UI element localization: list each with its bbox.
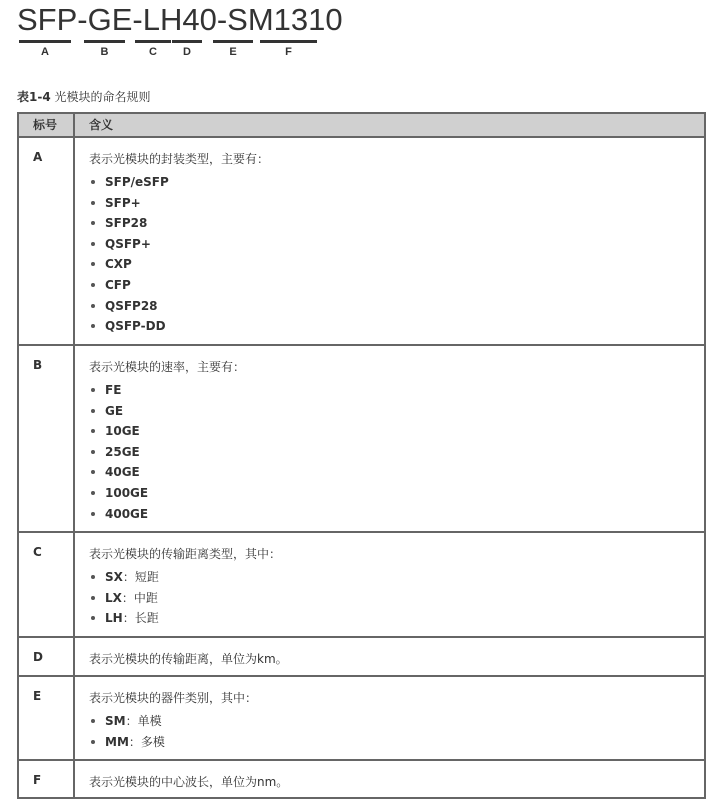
table-row: [18, 532, 705, 637]
row-description: [74, 760, 705, 798]
option-key: CXP: [105, 257, 132, 272]
option-value: ：单模: [125, 714, 162, 728]
option-item: [89, 608, 704, 629]
table-number: 表1-4: [17, 90, 51, 104]
option-item: [89, 275, 704, 296]
option-item: [89, 296, 704, 317]
option-item: [89, 462, 704, 483]
option-key: GE: [105, 403, 124, 418]
table-header-row: [18, 113, 705, 137]
segment-line-d: [172, 40, 202, 43]
option-item: [89, 588, 704, 609]
option-item: [89, 254, 704, 275]
segment-label-f: F: [285, 46, 292, 58]
description-text: 表示光模块的速率，主要有：: [89, 360, 246, 374]
option-key: 400GE: [105, 506, 149, 521]
bullet-icon: [91, 242, 95, 246]
row-tag: D: [18, 637, 74, 676]
bullet-icon: [91, 388, 95, 392]
option-key: SFP28: [105, 216, 148, 231]
option-list: [89, 567, 704, 629]
segment-label-a: A: [41, 46, 49, 58]
option-key: MM: [105, 734, 129, 749]
row-tag: E: [18, 676, 74, 760]
table-row: [18, 137, 705, 345]
description-text: 表示光模块的中心波长，单位为nm。: [89, 775, 289, 789]
option-item: [89, 711, 704, 732]
description-text: 表示光模块的传输距离类型，其中：: [89, 547, 282, 561]
option-list: [89, 380, 704, 524]
naming-rules-table: [17, 112, 706, 799]
bullet-icon: [91, 575, 95, 579]
segment-label-d: D: [183, 46, 191, 58]
option-key: 25GE: [105, 444, 140, 459]
segment-line-f: [260, 40, 317, 43]
option-key: SFP/eSFP: [105, 175, 169, 189]
option-key: SFP+: [105, 195, 141, 210]
option-key: SX: [105, 570, 123, 584]
option-item: [89, 172, 704, 193]
row-tag: A: [18, 137, 74, 345]
option-item: [89, 193, 704, 214]
bullet-icon: [91, 283, 95, 287]
row-description: [74, 345, 705, 532]
segment-label-c: C: [149, 46, 157, 58]
header-meaning: 含义: [74, 113, 705, 137]
part-number: SFP-GE-LH40-SM1310: [17, 2, 343, 37]
option-key: LH: [105, 611, 123, 626]
option-key: QSFP+: [105, 236, 151, 251]
option-list: [89, 711, 704, 752]
bullet-icon: [91, 180, 95, 184]
option-item: [89, 234, 704, 255]
option-key: 100GE: [105, 485, 149, 500]
bullet-icon: [91, 512, 95, 516]
option-item: [89, 380, 704, 401]
row-tag: B: [18, 345, 74, 532]
option-item: [89, 401, 704, 422]
option-key: 40GE: [105, 465, 140, 480]
table-row: [18, 676, 705, 760]
bullet-icon: [91, 740, 95, 744]
table-caption: [17, 88, 151, 105]
option-key: CFP: [105, 277, 131, 292]
part-number-diagram: [17, 0, 343, 64]
segment-line-a: [19, 40, 71, 43]
option-value: ：长距: [122, 611, 159, 626]
row-description: [74, 676, 705, 760]
bullet-icon: [91, 596, 95, 600]
table-row: [18, 637, 705, 676]
option-item: [89, 732, 704, 753]
option-item: [89, 483, 704, 504]
option-item: [89, 504, 704, 525]
option-value: ：多模: [128, 734, 165, 749]
description-text: 表示光模块的传输距离，单位为km。: [89, 652, 288, 666]
segment-label-e: E: [229, 46, 237, 58]
table-title: 光模块的命名规则: [54, 90, 151, 104]
bullet-icon: [91, 470, 95, 474]
bullet-icon: [91, 221, 95, 225]
bullet-icon: [91, 409, 95, 413]
description-text: 表示光模块的器件类别，其中：: [89, 691, 258, 705]
segment-line-c: [135, 40, 171, 43]
option-item: [89, 421, 704, 442]
option-key: FE: [105, 383, 122, 397]
bullet-icon: [91, 491, 95, 495]
bullet-icon: [91, 616, 95, 620]
table-row: [18, 760, 705, 798]
row-tag: C: [18, 532, 74, 637]
row-description: [74, 532, 705, 637]
bullet-icon: [91, 304, 95, 308]
bullet-icon: [91, 262, 95, 266]
option-value: ：中距: [121, 590, 158, 605]
segment-line-e: [213, 40, 253, 43]
description-text: 表示光模块的封装类型，主要有：: [89, 152, 270, 166]
header-tag: 标号: [18, 113, 74, 137]
table-row: [18, 345, 705, 532]
option-key: QSFP28: [105, 298, 158, 313]
option-key: SM: [105, 714, 126, 728]
bullet-icon: [91, 201, 95, 205]
bullet-icon: [91, 450, 95, 454]
option-list: [89, 172, 704, 337]
option-key: 10GE: [105, 424, 140, 439]
bullet-icon: [91, 324, 95, 328]
bullet-icon: [91, 429, 95, 433]
option-key: QSFP-DD: [105, 319, 166, 334]
option-value: ：短距: [122, 570, 159, 584]
row-tag: F: [18, 760, 74, 798]
option-item: [89, 213, 704, 234]
segment-label-b: B: [100, 46, 109, 58]
option-item: [89, 567, 704, 588]
option-item: [89, 442, 704, 463]
option-key: LX: [105, 590, 122, 605]
option-item: [89, 316, 704, 337]
row-description: [74, 637, 705, 676]
row-description: [74, 137, 705, 345]
segment-line-b: [84, 40, 125, 43]
bullet-icon: [91, 719, 95, 723]
